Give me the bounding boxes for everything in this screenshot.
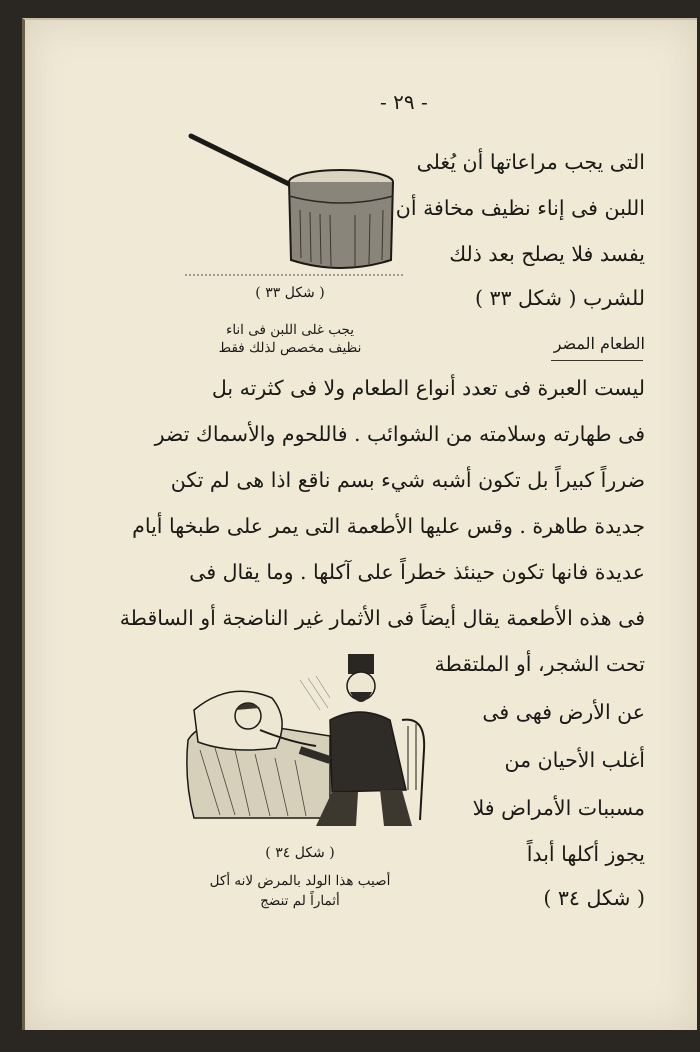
figure-34-label: ( شكل ٣٤ ) bbox=[265, 845, 335, 861]
top-paragraph-line-3: يفسد فلا يصلح بعد ذلك bbox=[449, 242, 645, 266]
figure-34-caption-line-1: أصيب هذا الولد بالمرض لانه أكل bbox=[209, 873, 391, 889]
top-paragraph-line-2: اللبن فى إناء نظيف مخافة أن bbox=[395, 196, 645, 220]
side-paragraph-line-4: مسببات الأمراض فلا bbox=[472, 796, 645, 820]
figure-33-caption-line-2: نظيف مخصص لذلك فقط bbox=[218, 340, 362, 356]
figure-33-label: ( شكل ٣٣ ) bbox=[255, 285, 325, 301]
main-paragraph-line-5: عديدة فانها تكون حينئذ خطراً على آكلها . وما يقال فى bbox=[189, 560, 645, 584]
top-paragraph-line-4: للشرب ( شكل ٣٣ ) bbox=[474, 286, 645, 310]
main-paragraph-line-4: جديدة طاهرة . وقس عليها الأطعمة التى يمر على طبخها أيام bbox=[132, 514, 645, 538]
figure-33-caption-line-1: يجب غلى اللبن فى اناء bbox=[225, 322, 355, 338]
side-paragraph-line-5: يجوز أكلها أبداً bbox=[526, 842, 645, 866]
section-heading: الطعام المضر bbox=[553, 334, 645, 353]
sick-boy-doctor-icon bbox=[180, 650, 435, 830]
milk-pot-icon bbox=[185, 130, 405, 280]
side-paragraph-line-6: ( شكل ٣٤ ) bbox=[543, 886, 645, 910]
side-paragraph-line-1: تحت الشجر، أو الملتقطة bbox=[434, 652, 645, 676]
figure-34-caption-line-2: أثماراً لم تنضج bbox=[260, 893, 340, 909]
main-paragraph-line-6: فى هذه الأطعمة يقال أيضاً فى الأثمار غير الناضجة أو الساقطة bbox=[119, 606, 645, 630]
page-number: - ٢٩ - bbox=[380, 90, 428, 114]
main-paragraph-line-3: ضرراً كبيراً بل تكون أشبه شيء بسم ناقع اذا هى لم تكن bbox=[170, 468, 645, 492]
side-paragraph-line-2: عن الأرض فهى فى bbox=[482, 700, 645, 724]
side-paragraph-line-3: أغلب الأحيان من bbox=[504, 748, 645, 772]
top-paragraph-line-1: التى يجب مراعاتها أن يُغلى bbox=[416, 150, 645, 174]
main-paragraph-line-1: ليست العبرة فى تعدد أنواع الطعام ولا فى كثرته بل bbox=[211, 376, 645, 400]
main-paragraph-line-2: فى طهارته وسلامته من الشوائب . فاللحوم والأسماك تضر bbox=[154, 422, 645, 446]
book-page bbox=[22, 18, 697, 1030]
section-heading-underline bbox=[551, 360, 643, 361]
